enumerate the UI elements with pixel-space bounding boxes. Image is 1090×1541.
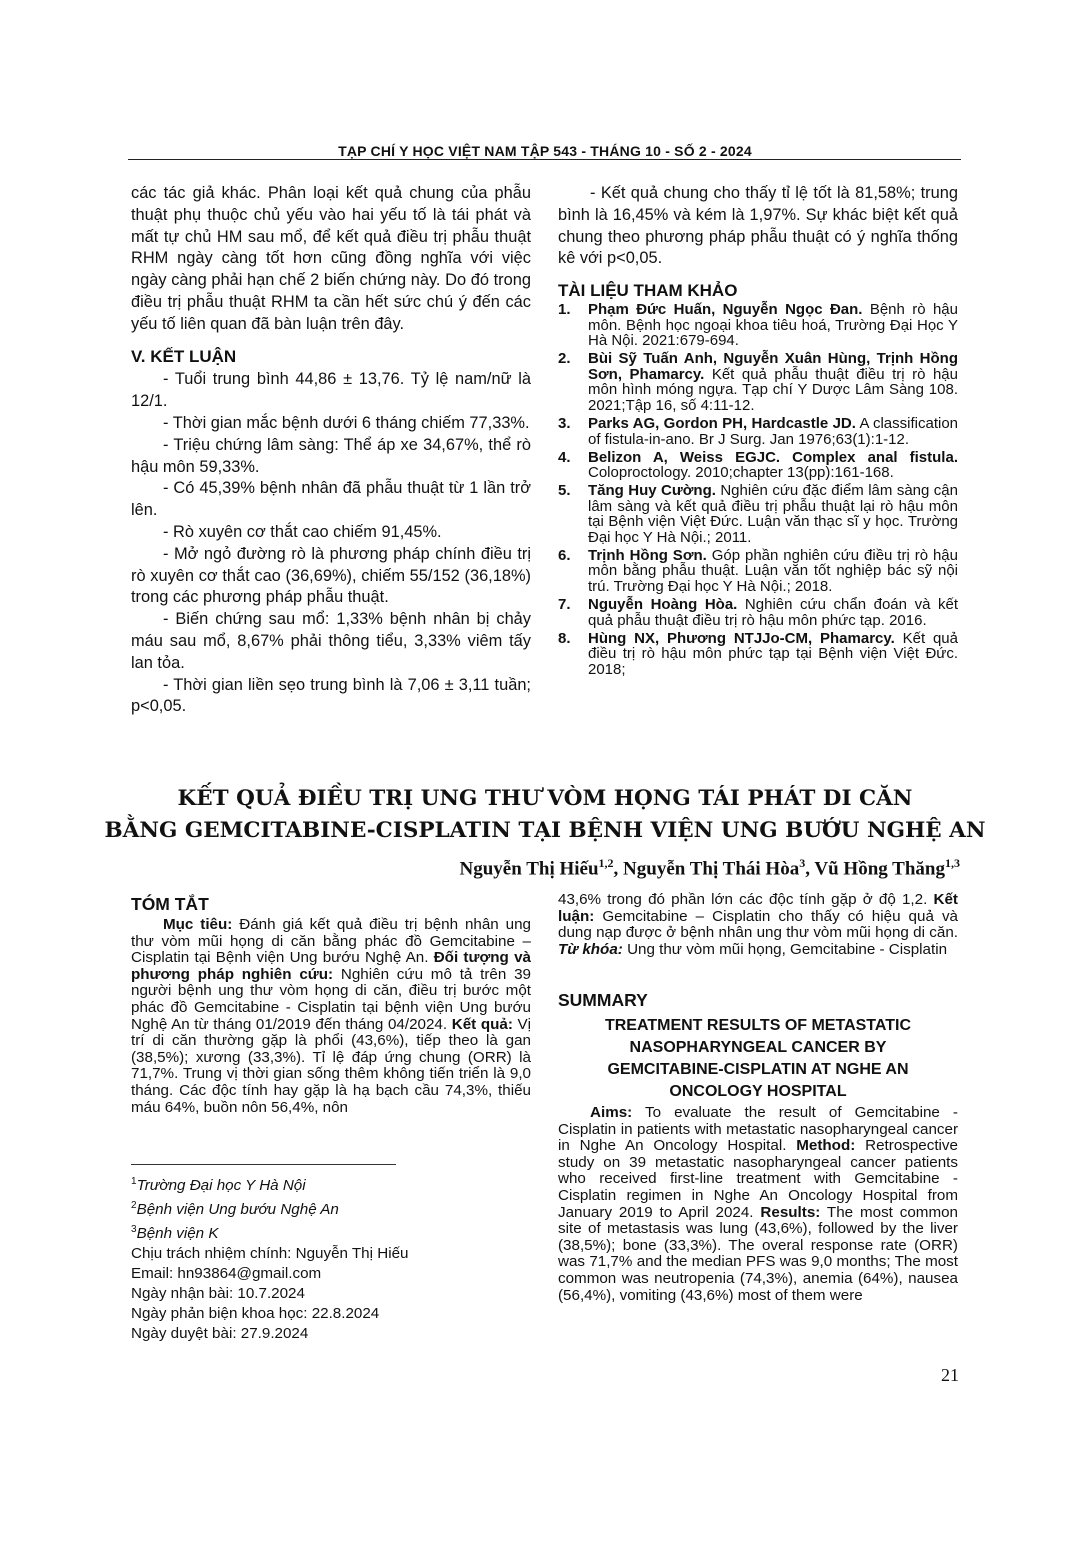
article-title-line-2: BẰNG GEMCITABINE-CISPLATIN TẠI BỆNH VIỆN UNG BƯỚU NGHỆ AN [104, 818, 986, 843]
author-affiliation: 3 [799, 856, 806, 870]
corresponding-author: Chịu trách nhiệm chính: Nguyễn Thị Hiếu [131, 1245, 409, 1263]
objective-label: Mục tiêu: [163, 916, 233, 933]
page-number: 21 [941, 1365, 959, 1385]
reference-authors: Nguyễn Hoàng Hòa. [588, 596, 738, 614]
reference-item [558, 302, 958, 349]
conclusion-item: - Có 45,39% bệnh nhân đã phẫu thuật từ 1 lần trở lên. [131, 479, 531, 520]
conclusion-label: Kết luận: [558, 891, 958, 925]
accepted-date: Ngày duyệt bài: 27.9.2024 [131, 1325, 309, 1343]
reference-text: Nghiên cứu chẩn đoán và kết quả phẫu thuật điều trị rò hậu môn phức tạp. 2016. [588, 596, 958, 629]
keywords-text: Ung thư vòm mũi họng, Gemcitabine - Cisplatin [622, 940, 948, 958]
method-en-label: Method: [796, 1137, 856, 1155]
abstract-heading: TÓM TẮT [131, 894, 209, 914]
author-separator: , [613, 858, 624, 880]
abstract-vn-left [131, 894, 531, 1116]
reference-authors: Tăng Huy Cường. [588, 482, 716, 500]
reference-item [558, 597, 958, 628]
reference-authors: Trịnh Hồng Sơn. [588, 546, 707, 564]
affiliation-footnote: $^1$Trường Đại học Y Hà Nội [131, 1176, 306, 1195]
reference-text: A classification of fistula-in-ano. Br J Surg. Jan 1976;63(1):1-12. [588, 414, 958, 448]
method-label: Đối tượng và phương pháp nghiên cứu: [131, 949, 531, 983]
article-title-line-1: KẾT QUẢ ĐIỀU TRỊ UNG THƯ VÒM HỌNG TÁI PHÁT DI CĂN [177, 786, 913, 811]
summary-heading: SUMMARY [558, 990, 648, 1010]
results-text: Vị trí di căn thường gặp là phổi (43,6%), tiếp theo là gan (38,5%); xương (33,3%). Tỉ lệ đáp ứng chung (ORR) là 71,7%. Trung vị thời gian sống thêm không tiến triển là 9,0 tháng. Các độc tính hay gặp là hạ bạch cầu 74,3%, thiếu máu 64%, buồn nôn 56,4%, nôn [131, 1015, 532, 1116]
reference-authors: Belizon A, Weiss EGJC. Complex anal fistula. [588, 448, 958, 466]
journal-header: TẠP CHÍ Y HỌC VIỆT NAM TẬP 543 - THÁNG 10 - SỐ 2 - 2024 [338, 143, 752, 159]
email[interactable]: Email: hn93864@gmail.com [131, 1265, 322, 1283]
reviewed-date: Ngày phản biện khoa học: 22.8.2024 [131, 1305, 380, 1323]
conclusion-item: - Tuổi trung bình 44,86 ± 13,76. Tỷ lệ nam/nữ là 12/1. [131, 370, 531, 411]
reference-item [558, 416, 958, 447]
results-label: Kết quả: [451, 1015, 513, 1033]
footnote-rule [131, 1164, 396, 1165]
reference-text: Coloproctology. 2010;chapter 13(pp):161-168. [588, 464, 894, 482]
author-affiliation: 1,2 [598, 856, 614, 870]
keywords-label: Từ khóa: [558, 940, 623, 958]
reference-text: Góp phần nghiên cứu điều trị rò hậu môn bằng phẫu thuật. Luận văn tốt nghiệp bác sỹ nội trú. Trường Đại học Y Hà Nội.; 2018. [588, 546, 958, 596]
reference-number: 5. [558, 482, 571, 500]
author-separator: , [805, 858, 815, 880]
conclusion-item: - Rò xuyên cơ thắt cao chiếm 91,45%. [163, 522, 442, 541]
reference-item [558, 631, 958, 678]
author-name: Nguyễn Thị Hiếu [459, 858, 599, 880]
conclusion-item: - Triệu chứng lâm sàng: Thể áp xe 34,67%, thể rò hậu môn 59,33%. [131, 435, 531, 476]
author-name: Nguyễn Thị Thái Hòa [623, 858, 800, 880]
reference-item [558, 548, 958, 595]
discussion-end-paragraph: các tác giả khác. Phân loại kết quả chung của phẫu thuật phụ thuộc chủ yếu vào hai yếu tố là tái phát và mất tự chủ HM sau mổ, để kết quả điều trị phẫu thuật RHM ngày càng tốt hơn cũng đồng nghĩa với việc ngày càng phải hạn chế 2 biến chứng này. Do đó trong điều trị phẫu thuật RHM ta cần hết sức chú ý đến các yếu tố liên quan đã bàn luận trên đây. [131, 184, 531, 333]
reference-number: 4. [558, 448, 571, 466]
results-en-text: The most common site of metastasis was lung (43,6%), followed by the liver (38,5%); bone (33,3%). The overal response rate (ORR) was 71,7% and the median PFS was 9,0 months; The most common was neutropenia (74,3%), anemia (64%), nausea (56,4%), vomiting (43,6%) most of them were [558, 1203, 958, 1304]
aims-label: Aims: [590, 1104, 633, 1121]
conclusion-item: - Thời gian liền sẹo trung bình là 7,06 ± 3,11 tuần; p<0,05. [131, 675, 531, 716]
reference-number: 2. [558, 350, 571, 368]
reference-authors: Parks AG, Gordon PH, Hardcastle JD. [588, 414, 856, 432]
prev-left-column [131, 183, 531, 718]
general-result-paragraph: - Kết quả chung cho thấy tỉ lệ tốt là 81,58%; trung bình là 16,45% và kém là 1,97%. Sự khác biệt kết quả chung theo phương pháp phẫu thuật có ý nghĩa thống kê với p<0,05. [558, 184, 958, 268]
results-en-label: Results: [760, 1203, 821, 1221]
reference-number: 3. [558, 414, 571, 432]
reference-authors: Hùng NX, Phương NTJJo-CM, Phamarcy. [588, 629, 895, 647]
aims-text: To evaluate the result of Gemcitabine - Cisplatin in patients with metastatic nasopharyngeal cancer in Nghe An Oncology Hospital. [558, 1104, 958, 1155]
reference-number: 8. [558, 629, 571, 647]
results-continued: 43,6% trong đó phần lớn các độc tính gặp ở độ 1,2. [558, 891, 928, 908]
conclusion-item: - Mở ngỏ đường rò là phương pháp chính điều trị rò xuyên cơ thắt cao (36,69%), chiếm 55/152 (36,18%) trong các phương pháp phẫu thuật. [131, 544, 531, 607]
reference-authors: Bùi Sỹ Tuấn Anh, Nguyễn Xuân Hùng, Trịnh Hồng Sơn, Phamarcy. [588, 350, 958, 383]
received-date: Ngày nhận bài: 10.7.2024 [131, 1285, 305, 1303]
method-text: Nghiên cứu mô tả trên 39 người bệnh ung thư vòm họng di căn, điều trị bước một phác đồ Gemcitabine - Cisplatin tại bệnh viện Ung bướu Nghệ An từ tháng 01/2019 đến tháng 04/2024. [131, 965, 531, 1033]
reference-authors: Phạm Đức Huấn, Nguyễn Ngọc Đan. [588, 300, 863, 318]
reference-text: Kết quả điều trị rò hậu môn phức tạp tại Bệnh viện Việt Đức. 2018; [588, 629, 958, 678]
reference-number: 7. [558, 596, 571, 614]
reference-text: Nghiên cứu đặc điểm lâm sàng cận lâm sàng và kết quả điều trị phẫu thuật lại rò hậu môn tại Bệnh viện Việt Đức. Luận văn thạc sĩ y học. Trường Đại học Y Hà Nội.; 2011. [588, 482, 958, 546]
reference-number: 6. [558, 546, 571, 564]
reference-text: Kết quả phẫu thuật điều trị rò hậu môn hình móng ngựa. Tạp chí Y Dược Lâm Sàng 108. 2021;Tập 16, số 4:11-12. [588, 365, 958, 414]
references-heading: TÀI LIỆU THAM KHẢO [558, 281, 738, 301]
author-name: Vũ Hồng Thăng [814, 858, 945, 880]
method-en-text: Retrospective study on 39 metastatic nasopharyngeal cancer patients who received first-line treatment with Gemcitabine - Cisplatin regimen in Nghe An Oncology Hospital from January 2019 to April 2024. [558, 1137, 958, 1221]
header-rule [128, 159, 961, 160]
footnotes [131, 1172, 531, 1344]
affiliation-footnote: $^2$Bệnh viện Ung bướu Nghệ An [131, 1200, 339, 1219]
objective-text: Đánh giá kết quả điều trị bệnh nhân ung thư vòm mũi họng di căn bằng phác đồ Gemcitabine – Cisplatin tại Bệnh viện Ung bướu Nghệ An. [131, 916, 531, 967]
conclusion-item: - Thời gian mắc bệnh dưới 6 tháng chiếm 77,33%. [163, 413, 530, 432]
reference-text: Bệnh rò hậu môn. Bệnh học ngoại khoa tiêu hoá, Trường Đại Học Y Hà Nội. 2021:679-694. [588, 300, 958, 350]
reference-item [558, 450, 958, 481]
abstract-vn-right [558, 892, 958, 958]
english-title: TREATMENT RESULTS OF METASTATIC NASOPHARYNGEAL CANCER BY GEMCITABINE-CISPLATIN AT NGHE AN ONCOLOGY HOSPITAL [604, 1017, 912, 1100]
affiliation-footnote: $^3$Bệnh viện K [131, 1224, 219, 1243]
reference-item [558, 351, 958, 413]
conclusion-text: Gemcitabine – Cisplatin cho thấy có hiệu quả và dung nạp được ở bệnh nhân ung thư vòm mũi họng di căn. [558, 907, 958, 942]
reference-number: 1. [558, 300, 571, 318]
conclusion-heading: V. KẾT LUẬN [131, 346, 237, 366]
prev-right-column [558, 183, 958, 680]
reference-list [558, 302, 958, 677]
conclusion-item: - Biến chứng sau mổ: 1,33% bệnh nhân bị chảy máu sau mổ, 8,67% phải thông tiểu, 3,33% viêm tấy lan tỏa. [131, 610, 531, 672]
reference-item [558, 483, 958, 545]
abstract-en [558, 990, 958, 1304]
author-list [460, 856, 960, 880]
author-affiliation: 1,3 [945, 856, 960, 870]
